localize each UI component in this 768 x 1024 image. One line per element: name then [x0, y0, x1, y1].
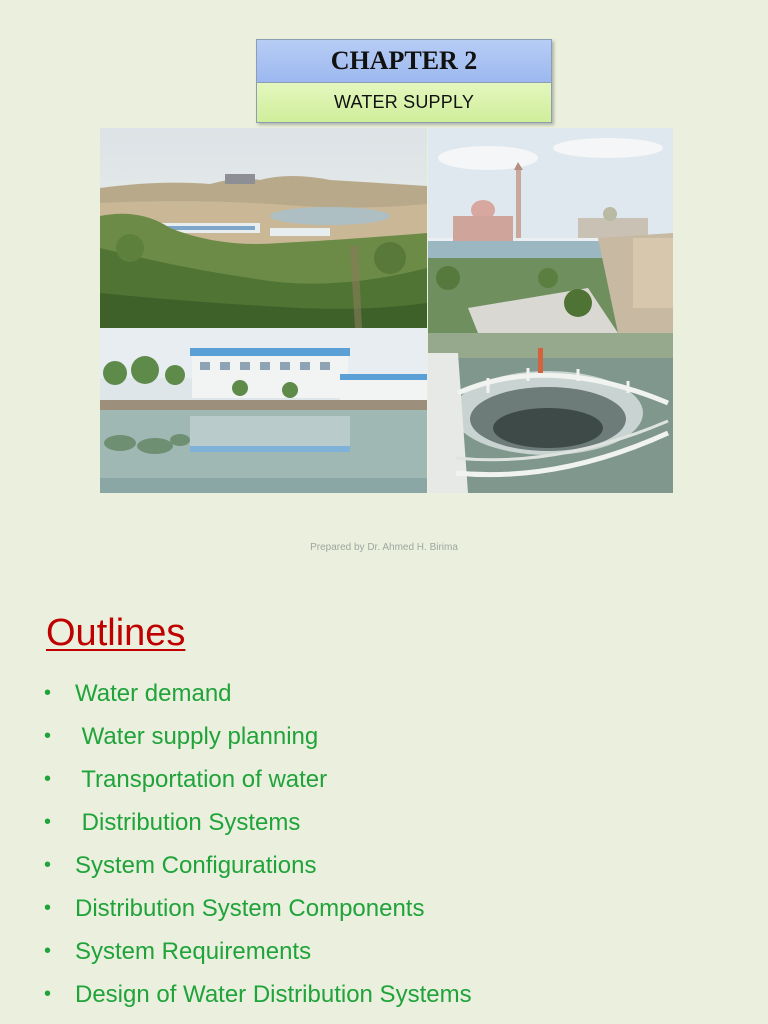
- bullet-icon: •: [44, 811, 52, 833]
- title-block: [256, 39, 552, 123]
- list-item: [44, 844, 472, 887]
- outlines-heading: Outlines: [46, 612, 186, 654]
- list-item-text: System Requirements: [75, 937, 312, 965]
- list-item: [44, 930, 472, 973]
- outline-list: [44, 672, 472, 1016]
- chapter-subtitle: WATER SUPPLY: [257, 83, 551, 122]
- bullet-icon: •: [44, 940, 52, 962]
- list-item-text: Distribution Systems: [75, 808, 301, 836]
- list-item: [44, 973, 472, 1016]
- list-item: [44, 758, 472, 801]
- list-item-text: System Configurations: [75, 851, 317, 879]
- list-item: [44, 715, 472, 758]
- list-item-text: Water supply planning: [75, 722, 319, 750]
- list-item-text: Design of Water Distribution Systems: [75, 980, 472, 1008]
- photo-building-reservoir: [100, 328, 427, 493]
- bullet-icon: •: [44, 897, 52, 919]
- list-item-text: Distribution System Components: [75, 894, 425, 922]
- bullet-icon: •: [44, 983, 52, 1005]
- list-item-text: Transportation of water: [75, 765, 328, 793]
- bullet-icon: •: [44, 768, 52, 790]
- author-credit: Prepared by Dr. Ahmed H. Birima: [310, 542, 458, 553]
- list-item-text: Water demand: [75, 679, 232, 707]
- bullet-icon: •: [44, 682, 52, 704]
- bullet-icon: •: [44, 725, 52, 747]
- bullet-icon: •: [44, 854, 52, 876]
- list-item: [44, 672, 472, 715]
- list-item: [44, 887, 472, 930]
- photo-treatment-plant-hillside: [100, 128, 427, 328]
- photo-spillway-funnel: [428, 333, 673, 493]
- photo-mosque-lake: [428, 128, 673, 333]
- photo-collage: [100, 128, 673, 493]
- chapter-title: CHAPTER 2: [257, 40, 551, 83]
- list-item: [44, 801, 472, 844]
